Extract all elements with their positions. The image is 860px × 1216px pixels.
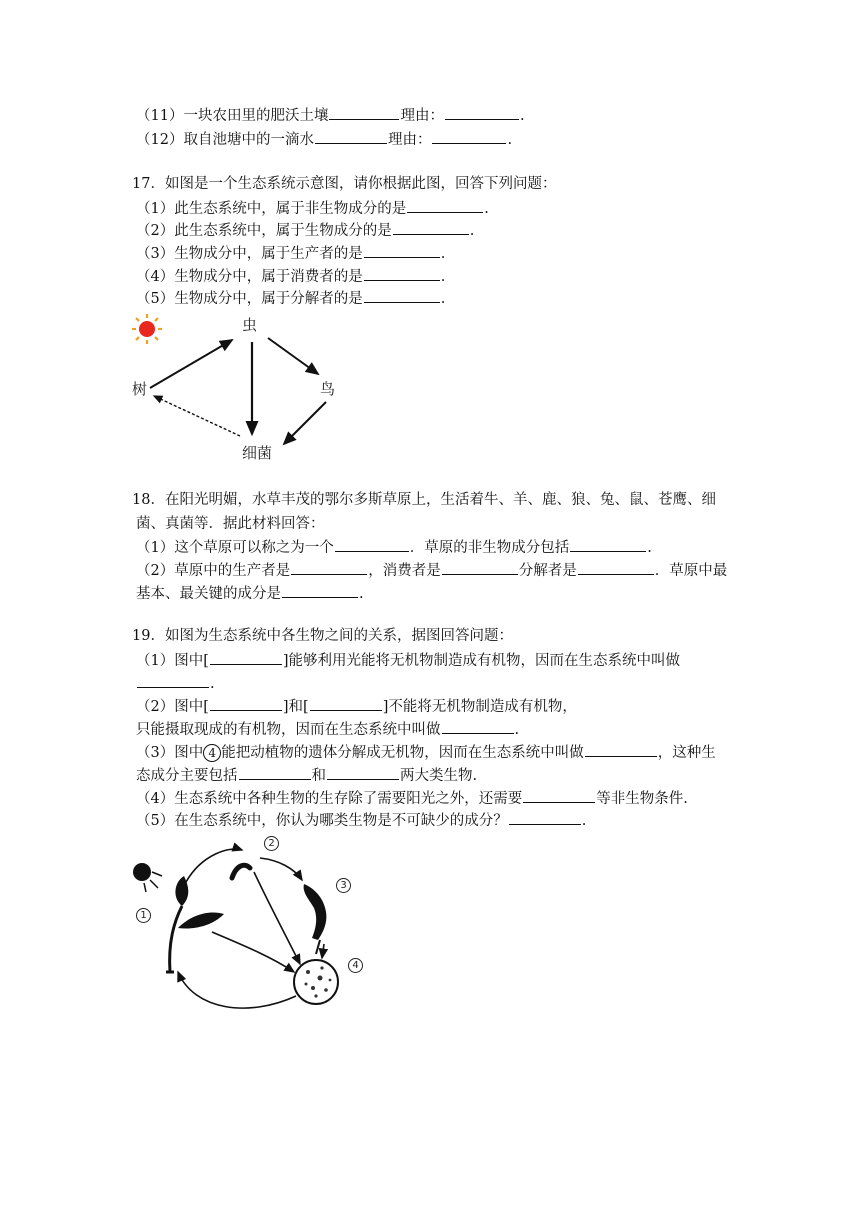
q18-s2-text2: ，消费者是: [368, 563, 441, 579]
q19-s2-text4: 只能摄取现成的有机物，因而在生态系统中叫做: [136, 722, 441, 738]
answer-blank[interactable]: [315, 129, 387, 144]
answer-blank[interactable]: [329, 105, 399, 120]
answer-blank[interactable]: [570, 537, 646, 552]
q17-stem: 17．如图是一个生态系统示意图，请你根据此图，回答下列问题：: [132, 176, 557, 192]
q17-sub-3: [136, 243, 445, 264]
bacteria-label: 细菌: [242, 444, 273, 462]
q19-stem: 19．如图为生态系统中各生物之间的关系，据图回答问题：: [132, 628, 513, 644]
answer-blank[interactable]: [364, 266, 440, 281]
q17-sub-4: [136, 266, 445, 287]
q19-s4-text2: 等非生物条件.: [596, 791, 688, 807]
period: .: [440, 291, 446, 307]
answer-blank[interactable]: [291, 560, 367, 575]
ecosystem-diagram: [128, 310, 368, 470]
answer-blank[interactable]: [432, 129, 506, 144]
q17-s4-text: （4）生物成分中，属于消费者的是: [136, 269, 363, 285]
period: .: [469, 223, 475, 239]
q18-s1-text2: ．草原的非生物成分包括: [409, 540, 570, 556]
q19-s4-text: （4）生态系统中各种生物的生存除了需要阳光之外，还需要: [136, 791, 523, 807]
answer-blank[interactable]: [282, 583, 358, 598]
marker-4: 4: [348, 958, 363, 973]
bird-label: 鸟: [320, 380, 336, 398]
q19-sub-4: [136, 788, 688, 809]
circled-number-4: 4: [203, 744, 221, 762]
period: .: [519, 108, 525, 124]
answer-blank[interactable]: [442, 719, 514, 734]
q19-sub-5: [136, 810, 586, 831]
q19-s2-text2: ]和[: [282, 699, 309, 715]
answer-blank[interactable]: [327, 765, 399, 780]
q16-item-12: [136, 129, 512, 150]
period: .: [581, 813, 587, 829]
q19-s5-text: （5）在生态系统中，你认为哪类生物是不可缺少的成分？: [136, 813, 508, 829]
q19-s3-text2: 能把动植物的遗体分解成无机物，因而在生态系统中叫做: [221, 745, 584, 761]
q18-s1-text: （1）这个草原可以称之为一个: [136, 540, 334, 556]
food-cycle-diagram: [128, 832, 368, 1032]
food-cycle-illustration: [128, 832, 368, 1032]
answer-blank[interactable]: [523, 788, 595, 803]
answer-blank[interactable]: [578, 560, 654, 575]
q19-s3-text4: 态成分主要包括: [136, 768, 238, 784]
answer-blank[interactable]: [393, 220, 469, 235]
answer-blank[interactable]: [509, 810, 581, 825]
q19-sub-2: [136, 696, 577, 717]
q18-s2-text5: 基本、最关键的成分是: [136, 586, 281, 602]
q19-s2-text3: ]不能将无机物制造成有机物，: [382, 699, 577, 715]
answer-blank[interactable]: [137, 673, 209, 688]
q19-s1-text2: ]能够利用光能将无机物制造成有机物，因而在生态系统中叫做: [282, 653, 681, 669]
answer-blank[interactable]: [442, 560, 518, 575]
q16-item-11: [136, 105, 525, 126]
q19-sub-1-cont: [136, 673, 215, 694]
q19-sub-1: [136, 650, 680, 671]
q19-s3-text: （3）图中: [136, 745, 204, 761]
q18-s2-text: （2）草原中的生产者是: [136, 563, 291, 579]
q19-sub-3: [136, 742, 716, 763]
decomposer-icon: [294, 960, 338, 1004]
period: .: [484, 201, 489, 217]
marker-3: 3: [336, 878, 351, 893]
q16-11-reason-label: 理由：: [400, 108, 444, 124]
q19-s3-text6: 两大类生物.: [400, 768, 478, 784]
q17-s1-text: （1）此生态系统中，属于非生物成分的是: [136, 201, 407, 217]
answer-blank[interactable]: [335, 537, 409, 552]
q18-sub-2-cont: [136, 583, 364, 604]
q19-sub-2-cont: [136, 719, 519, 740]
q19-s3-text5: 和: [311, 768, 326, 784]
caterpillar-icon: [232, 865, 250, 878]
period: .: [359, 586, 364, 602]
q19-s2-text: （2）图中[: [136, 699, 209, 715]
period: .: [210, 676, 215, 692]
answer-blank[interactable]: [210, 696, 282, 711]
q18-stem-line1: 18．在阳光明媚，水草丰茂的鄂尔多斯草原上，生活着牛、羊、鹿、狼、兔、鼠、苍鹰、细: [132, 492, 716, 508]
period: .: [647, 540, 652, 556]
q17-sub-1: [136, 198, 489, 219]
bird-icon: [304, 884, 327, 954]
answer-blank[interactable]: [445, 105, 519, 120]
q18-sub-2: [136, 560, 727, 581]
q18-s2-text3: 分解者是: [518, 563, 577, 579]
period: .: [440, 269, 446, 285]
q17-s3-text: （3）生物成分中，属于生产者的是: [136, 246, 363, 262]
answer-blank[interactable]: [239, 765, 311, 780]
answer-blank[interactable]: [210, 650, 282, 665]
q17-s2-text: （2）此生态系统中，属于生物成分的是: [136, 223, 392, 239]
q17-s5-text: （5）生物成分中，属于分解者的是: [136, 291, 363, 307]
answer-blank[interactable]: [310, 696, 382, 711]
sun-icon: [133, 863, 162, 892]
q16-11-text: （11）一块农田里的肥沃土壤: [136, 108, 329, 124]
answer-blank[interactable]: [364, 288, 440, 303]
q19-s3-text3: ，这种生: [657, 745, 716, 761]
q18-sub-1: [136, 537, 652, 558]
sun-icon: [132, 314, 162, 344]
answer-blank[interactable]: [585, 742, 657, 757]
period: .: [440, 246, 446, 262]
q16-12-reason-label: 理由：: [387, 132, 432, 148]
q17-sub-2: [136, 220, 474, 241]
q19-sub-3-cont: [136, 765, 477, 786]
period: .: [514, 722, 520, 738]
q16-12-text: （12）取自池塘中的一滴水: [136, 132, 314, 148]
q18-stem-line2: 菌、真菌等．据此材料回答：: [136, 516, 325, 532]
q17-sub-5: [136, 288, 445, 309]
period: .: [507, 132, 513, 148]
marker-1: 1: [136, 908, 151, 923]
answer-blank[interactable]: [407, 198, 483, 213]
marker-2: 2: [264, 836, 279, 851]
tree-label: 树: [132, 380, 148, 398]
insect-label: 虫: [242, 316, 258, 334]
q18-s2-text4: ．草原中最: [654, 563, 728, 579]
plant-icon: [166, 876, 224, 972]
q19-s1-text: （1）图中[: [136, 653, 209, 669]
answer-blank[interactable]: [364, 243, 440, 258]
